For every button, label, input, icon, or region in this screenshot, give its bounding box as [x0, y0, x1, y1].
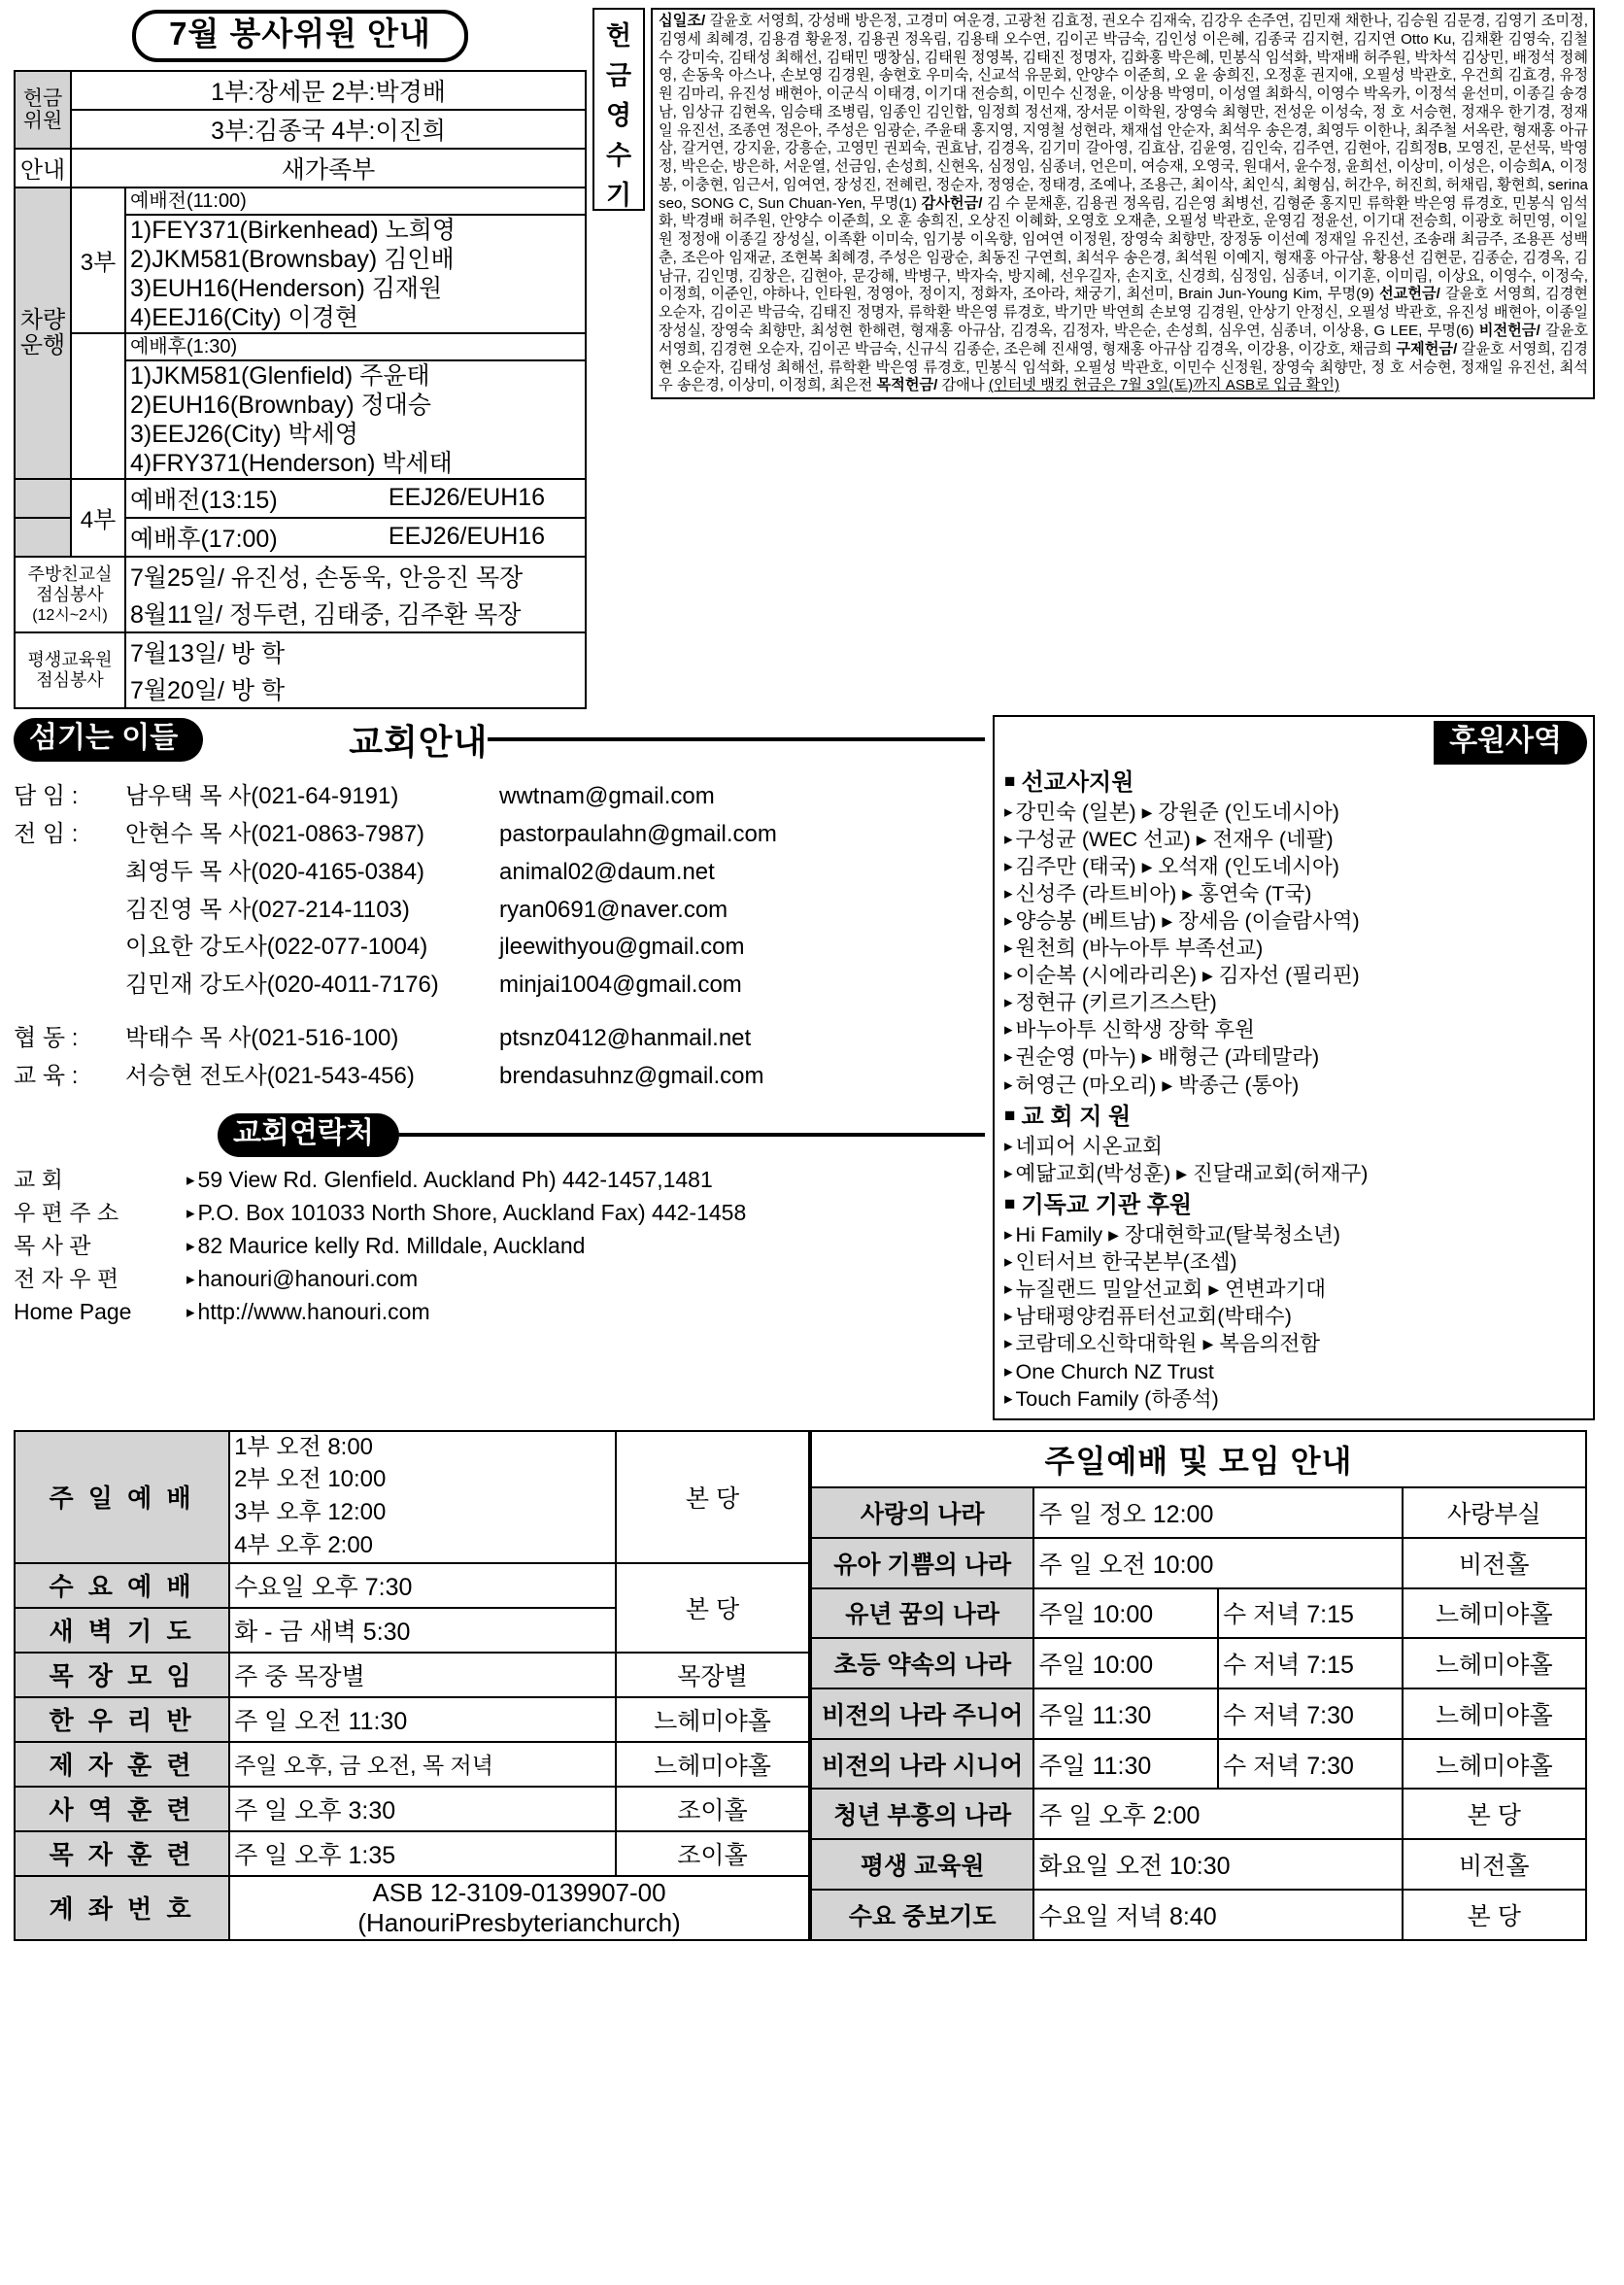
- service-place: 본 당: [616, 1563, 809, 1653]
- bus-route: 1)JKM581(Glenfield) 주윤태: [125, 360, 586, 391]
- service-schedule-block: [14, 8, 587, 709]
- tithe-label: 십일조/: [659, 13, 706, 29]
- church-contact-block: [14, 1113, 985, 1328]
- list-item: [1004, 962, 1587, 989]
- table-row: [811, 1890, 1586, 1940]
- group-time: 수요일 저녁 8:40: [1033, 1890, 1402, 1940]
- service-time: 주 일 오후 3:30: [229, 1787, 616, 1831]
- part4-after-label: 예배후(17:00): [125, 518, 349, 557]
- pastor-list: [14, 778, 985, 1096]
- service-place: 목장별: [616, 1653, 809, 1697]
- pastor-role: [14, 892, 125, 930]
- mission-item: 정현규 (키르기즈스탄): [1015, 991, 1217, 1015]
- mission-item: 원천희 (바누아투 부족선교): [1015, 937, 1264, 961]
- sunday-service-label: 주 일 예 배: [15, 1431, 229, 1563]
- table-row: [15, 1563, 809, 1608]
- bullet-icon: ▸: [186, 1203, 195, 1222]
- mission-item: 인터서브 한국본부(조셉): [1015, 1250, 1237, 1275]
- table-row: [15, 1831, 809, 1876]
- list-item: [1004, 1016, 1587, 1043]
- group-place: 본 당: [1403, 1789, 1587, 1839]
- bullet-icon: ▸: [1004, 993, 1013, 1012]
- group-name: 사랑의 나라: [811, 1487, 1033, 1538]
- table-row: [811, 1431, 1586, 1487]
- mission-item: 구성균 (WEC 선교) ▸ 전재우 (네팔): [1015, 828, 1334, 852]
- service-place: 느헤미야홀: [616, 1697, 809, 1742]
- section-heading-churches: [1004, 1102, 1587, 1132]
- section-heading-text: 교 회 지 원: [1021, 1103, 1132, 1130]
- table-row: [811, 1638, 1586, 1688]
- bullet-icon: ▸: [186, 1269, 195, 1288]
- group-place: 느헤미야홀: [1403, 1588, 1587, 1639]
- list-item: [1004, 853, 1587, 880]
- table-row: [811, 1487, 1586, 1538]
- service-time: 수요일 오후 7:30: [229, 1563, 616, 1608]
- table-row: [15, 149, 586, 188]
- mission-item: 남태평양컴퓨터선교회(박태수): [1015, 1305, 1292, 1329]
- group-time: 주일 11:30: [1033, 1688, 1218, 1739]
- purpose-offering-names: 감애나: [941, 377, 985, 394]
- list-item: [14, 1229, 985, 1262]
- pastor-name: 박태수 목 사(021-516-100): [125, 1025, 399, 1052]
- group-time: 주일 11:30: [1033, 1739, 1218, 1790]
- group-place: 느헤미야홀: [1403, 1638, 1587, 1688]
- pastor-emails-column: [499, 778, 777, 1096]
- servants-title: 섬기는 이들: [14, 718, 203, 762]
- church-contact-header: [14, 1113, 985, 1157]
- mission-item: 양승봉 (베트남) ▸ 장세음 (이슬람사역): [1015, 909, 1360, 934]
- table-row: [15, 71, 586, 110]
- cell-meeting-label: 목 장 모 임: [15, 1653, 229, 1697]
- tithe-names: 갈윤호 서영희, 강성배 방은정, 고경미 여운경, 고광천 김효정, 권오수 김재숙, 김강우 손주연, 김민재 채한나, 김승원 김문경, 김영기 조미정, 김영세 최혜경, 김용겸 황윤정, 김용권 정옥림, 김용태 오수연, 김이곤 박금숙, 김인성 이은혜, 김종국 김지현, 김지연 Otto Ku, 김채환 김영숙, 김철수 강미숙, 김태성 최해선, 김태민 맹창심, 김태원 정영복, 김태진 정명자, 김화홍 박은혜, 민봉식 임석화, 박재배 허주원, 박차석 김상민, 배정석 정혜영, 손동욱 아스나, 손보영 김경원, 송현호 우미숙, 신교석 유문회, 안양수 이준희, 오 윤 송희진, 오정훈 권지애, 오필성 박관호, 우건희 김효경, 유정원 김마리, 유진성 배현아, 이군식 이태경, 이기대 전승희, 이민수 신정윤, 이상용 박영미, 이성열 최화식, 이영수 박옥카, 이정석 윤선미, 이종길 송경남, 임상규 김현옥, 임승태 조병림, 임종인 김인합, 임정희 정선재, 장서문 이학원, 장영숙 최형만, 전성운 이성숙, 정 호 서승현, 정재우 한기경, 정재일 유진선, 조종연 정은아, 주성은 임광순, 주윤태 홍지영, 지영철 성현라, 채재섭 안순자, 최석우 송은경, 최영두 이한나, 최주철 서옥란, 형재홍 아규삼, 갈거연, 강지윤, 강흥순, 고영민 권꾀숙, 권효남, 김경옥, 김기미 갈아영, 김효삼, 김윤영, 김인숙, 김주연, 김현아, 김희정B, 모영진, 문선묵, 박영정, 박은순, 방은하, 서운열, 선금임, 손성희, 신현옥, 심정임, 심종녀, 언은미, 여승재, 오영국, 원대서, 윤수정, 윤희선, 이상미, 이성은, 이승희A, 이정봉, 이충현, 임근서, 임여연, 장성진, 전혜린, 정순자, 정영순, 정태경, 조예나, 조용근, 최이삭, 최인식, 최형심, 허간우, 허진희, 허채림, 황현희, serina seo, SONG C, Sun Chuan-Yen, 무명(1): [659, 13, 1588, 212]
- bus-route: 2)EUH16(Brownbay) 정대승: [125, 391, 586, 420]
- offering-names-block: [651, 8, 1595, 399]
- group-name: 평생 교육원: [811, 1839, 1033, 1890]
- bullet-icon: ▸: [1004, 938, 1013, 958]
- pastor-role: 교 육 :: [14, 1063, 79, 1090]
- list-item: [1004, 1358, 1587, 1385]
- top-section: [14, 8, 1610, 709]
- meetings-title: 주일예배 및 모임 안내: [811, 1431, 1586, 1487]
- mission-item: 강민숙 (일본) ▸ 강원준 (인도네시아): [1015, 801, 1339, 825]
- bullet-icon: ▸: [1004, 884, 1013, 904]
- mission-item: One Church NZ Trust: [1015, 1359, 1214, 1383]
- bullet-icon: ▸: [186, 1236, 195, 1255]
- table-row: [15, 1742, 809, 1787]
- contact-label: 교 회: [14, 1166, 63, 1192]
- square-bullet-icon: ■: [1004, 1193, 1016, 1214]
- group-place: 비전홀: [1403, 1839, 1587, 1890]
- bullet-icon: ▸: [1004, 1307, 1013, 1326]
- pastor-role: 협 동 :: [14, 1025, 79, 1052]
- square-bullet-icon: ■: [1004, 770, 1016, 792]
- contact-value: [186, 1229, 585, 1262]
- vehicle-label: 차량 운행: [15, 188, 71, 479]
- email-value: brendasuhnz@gmail.com: [499, 1063, 764, 1090]
- table-row: [15, 110, 586, 149]
- table-row: [15, 1787, 809, 1831]
- edu-line2: 7월20일/ 방 학: [125, 670, 586, 708]
- list-item: [1004, 1385, 1587, 1413]
- bullet-icon: ▸: [1004, 1136, 1013, 1155]
- divider: [488, 737, 985, 741]
- bullet-icon: ▸: [1004, 857, 1013, 876]
- page-title-row: [14, 10, 587, 62]
- worship-schedule-table: [14, 1430, 810, 1941]
- contact-text: P.O. Box 101033 North Shore, Auckland Fax) 442-1458: [197, 1199, 747, 1225]
- group-place: 본 당: [1403, 1890, 1587, 1940]
- mission-item: 네피어 시온교회: [1015, 1134, 1163, 1158]
- vision-offering-names: 갈윤호 서영희, 김경현 오순자, 김이곤 박금숙, 신규식 김종순, 조은혜 진새영, 형재홍 아규삼 김경옥, 이강용, 이강호, 채금희: [659, 323, 1588, 358]
- group-time: 주일 10:00: [1033, 1588, 1218, 1639]
- kitchen-label: 주방친교실 점심봉사 (12시~2시): [15, 557, 125, 632]
- pastor-name: 안현수 목 사(021-0863-7987): [125, 820, 425, 847]
- edu-line1: 7월13일/ 방 학: [125, 632, 586, 670]
- vision-offering-label: 비전헌금/: [1478, 323, 1540, 340]
- offering-committee-line1: 1부:장세문 2부:박경배: [71, 71, 586, 110]
- contact-label: 목 사 관: [14, 1232, 91, 1258]
- contact-value: [186, 1196, 746, 1229]
- list-item: [14, 1058, 499, 1096]
- part3-label: 3부: [71, 188, 125, 333]
- table-row: [811, 1839, 1586, 1890]
- account-number-value: ASB 12-3109-0139907-00 (HanouriPresbyterianchurch): [229, 1876, 809, 1940]
- list-item: [1004, 1303, 1587, 1330]
- list-item: [1004, 1133, 1587, 1160]
- service-place: 조이홀: [616, 1831, 809, 1876]
- mission-offering-names: 갈윤호 서영희, 김경현 오순자, 김이곤 박금숙, 김태진 정명자, 류학환 박은영 류경호, 박기만 박연희 손보영 김경원, 안상기 안정신, 오필성 박관호, 유진성 배현아, 이종일 장성실, 장영숙 최향만, 최성현 한해련, 형재홍 아규삼, 김경옥, 김정자, 박은순, 손성희, 심우연, 심종녀, 이상용, G LEE, 무명(6): [659, 286, 1588, 340]
- group-time-2: 수 저녁 7:15: [1218, 1638, 1403, 1688]
- section-heading-text: 기독교 기관 후원: [1021, 1191, 1193, 1218]
- thanks-label: 감사헌금/: [921, 194, 983, 212]
- table-row: [15, 333, 586, 360]
- service-time: 1부 오전 8:00: [229, 1431, 616, 1464]
- guide-value: 새가족부: [71, 149, 586, 188]
- bus-route: 2)JKM581(Brownsbay) 김인배: [125, 245, 586, 274]
- email-value: jleewithyou@gmail.com: [499, 934, 745, 961]
- group-name: 초등 약속의 나라: [811, 1638, 1033, 1688]
- dawn-prayer-label: 새 벽 기 도: [15, 1608, 229, 1653]
- mission-item: Hi Family ▸ 장대현학교(탈북청소년): [1015, 1223, 1340, 1247]
- bus-route: 4)FRY371(Henderson) 박세태: [125, 449, 586, 479]
- meetings-schedule-table: [810, 1430, 1587, 1941]
- middle-section: [14, 715, 1610, 1420]
- purpose-offering-label: 목적헌금/: [876, 377, 938, 394]
- group-time-2: 수 저녁 7:30: [1218, 1739, 1403, 1790]
- bullet-icon: ▸: [1004, 1361, 1013, 1381]
- group-name: 비전의 나라 주니어: [811, 1688, 1033, 1739]
- pastor-role: [14, 929, 125, 967]
- list-item: [14, 1163, 985, 1196]
- contact-value: [186, 1262, 418, 1295]
- service-schedule-table: [14, 70, 587, 709]
- table-row: [811, 1538, 1586, 1588]
- pastor-role: 전 임 :: [14, 820, 79, 847]
- email-value: wwtnam@gmail.com: [499, 782, 715, 809]
- mission-support-box: [993, 715, 1595, 1420]
- list-item: [14, 816, 499, 854]
- bus-route: 1)FEY371(Birkenhead) 노희영: [125, 215, 586, 245]
- group-place: 느헤미야홀: [1403, 1688, 1587, 1739]
- servants-block: [14, 715, 985, 1420]
- mission-item: 신성주 (라트비아) ▸ 홍연숙 (T국): [1015, 882, 1312, 906]
- bullet-icon: ▸: [1004, 1225, 1013, 1245]
- square-bullet-icon: ■: [1004, 1105, 1016, 1126]
- church-contact-title: 교회연락처: [218, 1113, 399, 1157]
- group-name: 수요 중보기도: [811, 1890, 1033, 1940]
- part4-before-value: EEJ26/EUH16: [349, 479, 586, 518]
- list-item: [1004, 1276, 1587, 1303]
- table-row: [15, 632, 586, 670]
- mission-item: 권순영 (마누) ▸ 배형근 (과테말라): [1015, 1045, 1320, 1070]
- table-row: [15, 1431, 809, 1464]
- service-time: 주 일 오후 1:35: [229, 1831, 616, 1876]
- mission-item: Touch Family (하종석): [1015, 1386, 1219, 1411]
- spacer: [499, 1005, 777, 1020]
- mission-support-title: 후원사역: [1434, 721, 1587, 765]
- list-item: [14, 854, 499, 892]
- mission-offering-label: 선교헌금/: [1378, 286, 1440, 303]
- spacer: [14, 1005, 499, 1020]
- bus-route: 3)EEJ26(City) 박세영: [125, 420, 586, 449]
- pastor-name: 김민재 강도사(020-4011-7176): [125, 972, 439, 999]
- relief-offering-names: 갈윤호 서영희, 김경현 오순자, 김태성 최해선, 류학환 박은영 류경호, 민봉식 임석화, 오필성 박관호, 이민수 신정원, 장영숙 최향만, 정 호 서승현, 정재일 유진선, 최석우 송은경, 이상미, 이정희, 최은전: [659, 340, 1588, 394]
- list-item: [14, 929, 499, 967]
- part4-label: 4부: [71, 479, 125, 557]
- list-item: [1004, 880, 1587, 907]
- list-item: [1004, 826, 1587, 853]
- contact-text: 59 View Rd. Glenfield. Auckland Ph) 442-1457,1481: [197, 1166, 713, 1192]
- part3-before-head: 예배전(11:00): [125, 188, 586, 215]
- wednesday-service-label: 수 요 예 배: [15, 1563, 229, 1608]
- section-heading-organizations: [1004, 1190, 1587, 1220]
- list-item: [1004, 1248, 1587, 1276]
- list-item: [14, 1262, 985, 1295]
- thanks-names: 김 수 문채훈, 김용권 정옥림, 김은영 최병선, 김형준 홍지민 류학환 박은영 류경호, 민봉식 임석화, 박경배 허주원, 안양수 이준희, 오 훈 송희진, 오상진 이혜화, 오영호 오재춘, 오필성 박관호, 운영김 정윤선, 이기대 전승희, 이광호 허민영, 이일원 정정애 이종길 장성실, 이족환 이미숙, 임기붕 이옥향, 임여연 이정원, 장영숙 최향만, 장정동 이선예 정재일 유진선, 조송래 최금주, 조용픈 성백춘, 조은아 임재균, 조현복 최혜경, 주성은 임광순, 최동진 구연희, 최석우 송은경, 최석원 이예지, 형재홍 아규삼, 황용선 김현문, 김종순, 김경옥, 김남규, 김인명, 김창은, 김현아, 문강해, 박병구, 박자숙, 방지혜, 선우길자, 손지호, 신경희, 심정임, 심종녀, 이기훈, 이미림, 이상요, 이영수, 이정숙, 이정희, 이준인, 야하나, 인타원, 정영아, 정이지, 정화자, 조아라, 채궁기, 최선미, Brain Jun-Young Kim, 무명(9): [659, 194, 1588, 303]
- bullet-icon: ▸: [186, 1302, 195, 1321]
- table-row: [15, 1653, 809, 1697]
- section-heading-missionaries: [1004, 767, 1587, 798]
- hanuri-class-label: 한 우 리 반: [15, 1697, 229, 1742]
- group-name: 유아 기쁨의 나라: [811, 1538, 1033, 1588]
- list-item: [14, 892, 499, 930]
- kitchen-line2: 8월11일/ 정두련, 김태중, 김주환 목장: [125, 595, 586, 632]
- email-value: ryan0691@naver.com: [499, 896, 728, 923]
- group-place: 느헤미야홀: [1403, 1739, 1587, 1790]
- contact-label: 전 자 우 편: [14, 1265, 119, 1291]
- group-place: 사랑부실: [1403, 1487, 1587, 1538]
- ministry-training-label: 사 역 훈 련: [15, 1787, 229, 1831]
- mission-item: 바누아투 신학생 장학 후원: [1015, 1018, 1255, 1042]
- pastor-role: [14, 854, 125, 892]
- pastor-name: 최영두 목 사(020-4165-0384): [125, 858, 425, 885]
- email-value: pastorpaulahn@gmail.com: [499, 820, 777, 847]
- mission-item: 허영근 (마오리) ▸ 박종근 (통아): [1015, 1073, 1300, 1097]
- bullet-icon: ▸: [1004, 1388, 1013, 1408]
- table-row: [15, 1697, 809, 1742]
- bullet-icon: ▸: [1004, 1047, 1013, 1067]
- receipt-strip-char: 기: [605, 181, 632, 210]
- pastor-name: 김진영 목 사(027-214-1103): [125, 896, 410, 923]
- group-place: 비전홀: [1403, 1538, 1587, 1588]
- contact-value: [186, 1163, 713, 1196]
- group-time: 주 일 정오 12:00: [1033, 1487, 1402, 1538]
- section-heading-text: 선교사지원: [1021, 768, 1134, 796]
- pastor-name: 남우택 목 사(021-64-9191): [125, 782, 399, 809]
- list-item: [1004, 907, 1587, 935]
- table-row: [15, 188, 586, 215]
- bullet-icon: ▸: [1004, 1279, 1013, 1299]
- list-item: [14, 778, 499, 816]
- bottom-section: [14, 1430, 1610, 1941]
- list-item: [1004, 1160, 1587, 1187]
- bullet-icon: ▸: [1004, 1334, 1013, 1353]
- bus-route: 3)EUH16(Henderson) 김재원: [125, 274, 586, 303]
- group-time: 화요일 오전 10:30: [1033, 1839, 1402, 1890]
- contact-text: 82 Maurice kelly Rd. Milldale, Auckland: [197, 1232, 586, 1258]
- discipleship-label: 제 자 훈 련: [15, 1742, 229, 1787]
- part3-after-head: 예배후(1:30): [125, 333, 586, 360]
- offering-committee-line2: 3부:김종국 4부:이진희: [71, 110, 586, 149]
- email-value: minjai1004@gmail.com: [499, 972, 742, 999]
- list-item: [14, 1295, 985, 1328]
- bullet-icon: ▸: [1004, 1252, 1013, 1272]
- offering-note: (인터넷 뱅킹 헌금은 7월 3일(토)까지 ASB로 입금 확인): [988, 377, 1340, 394]
- group-time: 주 일 오후 2:00: [1033, 1789, 1402, 1839]
- offering-committee-label: 헌금 위원: [15, 71, 71, 149]
- part4-after-value: EEJ26/EUH16: [349, 518, 586, 557]
- group-time: 주일 10:00: [1033, 1638, 1218, 1688]
- list-item: [1004, 935, 1587, 962]
- edu-label: 평생교육원 점심봉사: [15, 632, 125, 708]
- pastor-name: 이요한 강도사(022-077-1004): [125, 934, 428, 961]
- service-place: 조이홀: [616, 1787, 809, 1831]
- list-item: [1004, 1330, 1587, 1357]
- guide-label: 안내: [15, 149, 71, 188]
- account-number-label: 계 좌 번 호: [15, 1876, 229, 1940]
- bullet-icon: ▸: [1004, 1163, 1013, 1182]
- group-name: 비전의 나라 시니어: [811, 1739, 1033, 1790]
- list-item: [1004, 1221, 1587, 1248]
- contact-label: 우 편 주 소: [14, 1199, 119, 1225]
- table-row: [15, 1876, 809, 1940]
- page-title: 7월 봉사위원 안내: [132, 10, 468, 62]
- service-time: 화 - 금 새벽 5:30: [229, 1608, 616, 1653]
- table-row: [811, 1789, 1586, 1839]
- service-time: 주 중 목장별: [229, 1653, 616, 1697]
- contact-label: Home Page: [14, 1298, 132, 1324]
- church-contact-rows: [14, 1163, 985, 1328]
- group-time-2: 수 저녁 7:30: [1218, 1688, 1403, 1739]
- service-time: 주일 오후, 금 오전, 목 저녁: [229, 1742, 616, 1787]
- list-item: [1004, 1043, 1587, 1071]
- email-value: animal02@daum.net: [499, 858, 715, 885]
- group-name: 청년 부흥의 나라: [811, 1789, 1033, 1839]
- group-name: 유년 꿈의 나라: [811, 1588, 1033, 1639]
- receipt-strip-char: 수: [605, 141, 632, 170]
- service-time: 3부 오후 12:00: [229, 1497, 616, 1530]
- bullet-icon: ▸: [1004, 1074, 1013, 1094]
- list-item: [1004, 799, 1587, 826]
- receipt-strip-char: 금: [605, 61, 632, 90]
- email-value: ptsnz0412@hanmail.net: [499, 1025, 752, 1052]
- bullet-icon: ▸: [1004, 802, 1013, 822]
- list-item: [14, 967, 499, 1005]
- mission-item: 코람데오신학대학원 ▸ 복음의전함: [1015, 1332, 1321, 1356]
- service-time: 주 일 오전 11:30: [229, 1697, 616, 1742]
- church-info-title: 교회안내: [349, 721, 489, 762]
- pastor-role: 담 임 :: [14, 782, 79, 809]
- contact-text: hanouri@hanouri.com: [197, 1265, 419, 1291]
- divider: [399, 1133, 985, 1137]
- bullet-icon: ▸: [186, 1170, 195, 1189]
- mission-item: 예닮교회(박성훈) ▸ 진달래교회(허재구): [1015, 1161, 1369, 1185]
- part4-before-label: 예배전(13:15): [125, 479, 349, 518]
- pastor-role: [14, 967, 125, 1005]
- servants-header: [14, 715, 985, 765]
- bullet-icon: ▸: [1004, 911, 1013, 931]
- table-row: [811, 1588, 1586, 1639]
- pastor-names-column: [14, 778, 499, 1096]
- pastor-name: 서승현 전도사(021-543-456): [125, 1063, 415, 1090]
- mission-item: 김주만 (태국) ▸ 오석재 (인도네시아): [1015, 855, 1339, 879]
- receipt-strip-char: 헌: [605, 21, 632, 51]
- kitchen-line1: 7월25일/ 유진성, 손동욱, 안응진 목장: [125, 557, 586, 595]
- table-row: [811, 1688, 1586, 1739]
- mission-support-block: [993, 715, 1595, 1420]
- list-item: [14, 1196, 985, 1229]
- shepherd-training-label: 목 자 훈 련: [15, 1831, 229, 1876]
- list-item: [1004, 1072, 1587, 1099]
- receipt-strip-char: 영: [605, 101, 632, 130]
- list-item: [1004, 989, 1587, 1016]
- mission-item: 이순복 (시에라리온) ▸ 김자선 (필리핀): [1015, 964, 1360, 988]
- service-time: 4부 오후 2:00: [229, 1530, 616, 1563]
- contact-value: [186, 1295, 430, 1328]
- relief-offering-label: 구제헌금/: [1396, 340, 1458, 358]
- list-item: [14, 1020, 499, 1058]
- mission-item: 뉴질랜드 밀알선교회 ▸ 연변과기대: [1015, 1278, 1327, 1302]
- service-time: 2부 오전 10:00: [229, 1464, 616, 1497]
- service-place: 본 당: [616, 1431, 809, 1563]
- table-row: [15, 557, 586, 595]
- table-row: [15, 479, 586, 518]
- group-time-2: 수 저녁 7:15: [1218, 1588, 1403, 1639]
- mission-support-header: [1004, 721, 1587, 765]
- bullet-icon: ▸: [1004, 830, 1013, 849]
- bullet-icon: ▸: [1004, 1020, 1013, 1040]
- bullet-icon: ▸: [1004, 966, 1013, 985]
- contact-text: http://www.hanouri.com: [197, 1298, 430, 1324]
- offering-receipt-strip: [592, 8, 645, 211]
- group-time: 주 일 오전 10:00: [1033, 1538, 1402, 1588]
- bus-route: 4)EEJ16(City) 이경현: [125, 303, 586, 333]
- service-place: 느헤미야홀: [616, 1742, 809, 1787]
- table-row: [811, 1739, 1586, 1790]
